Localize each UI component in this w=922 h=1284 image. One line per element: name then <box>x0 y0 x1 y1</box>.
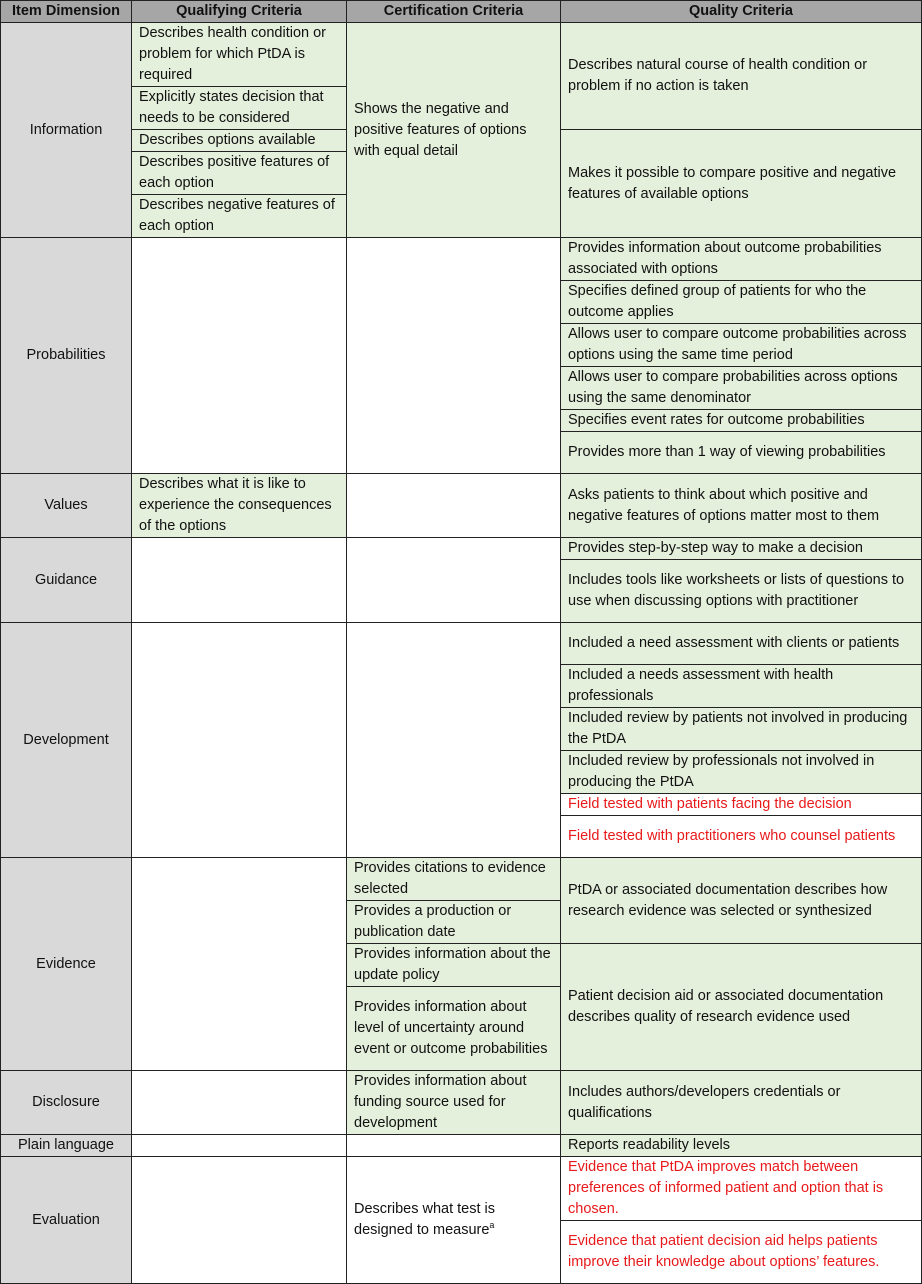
table-row <box>1 623 922 665</box>
dimension-information: Information <box>1 23 132 238</box>
certification-cell <box>347 1157 561 1284</box>
quality-cell: Specifies defined group of patients for who the outcome applies <box>561 281 922 324</box>
table-row <box>1 238 922 281</box>
quality-cell-highlighted: Evidence that patient decision aid helps patients improve their knowledge about options’ features. <box>561 1221 922 1284</box>
quality-cell: Allows user to compare outcome probabilities across options using the same time period <box>561 324 922 367</box>
table-row <box>1 23 922 87</box>
certification-cell: Provides citations to evidence selected <box>347 858 561 901</box>
quality-cell: Included review by patients not involved in producing the PtDA <box>561 708 922 751</box>
certification-cell: Provides a production or publication date <box>347 901 561 944</box>
certification-cell: Provides information about level of uncertainty around event or outcome probabilities <box>347 987 561 1071</box>
quality-cell: Included a needs assessment with health professionals <box>561 665 922 708</box>
qualifying-cell: Describes what it is like to experience the consequences of the options <box>132 474 347 538</box>
header-item-dimension: Item Dimension <box>1 1 132 23</box>
certification-text: Describes what test is designed to measure <box>354 1201 496 1238</box>
dimension-evaluation: Evaluation <box>1 1157 132 1284</box>
empty-cell <box>347 238 561 474</box>
dimension-guidance: Guidance <box>1 538 132 623</box>
empty-cell <box>132 1071 347 1135</box>
dimension-evidence: Evidence <box>1 858 132 1071</box>
empty-cell <box>132 1135 347 1157</box>
certification-cell: Provides information about funding source used for development <box>347 1071 561 1135</box>
quality-cell: Allows user to compare probabilities across options using the same denominator <box>561 367 922 410</box>
header-quality-criteria: Quality Criteria <box>561 1 922 23</box>
qualifying-cell: Explicitly states decision that needs to be considered <box>132 87 347 130</box>
table-row <box>1 858 922 901</box>
quality-cell: Makes it possible to compare positive and negative features of available options <box>561 130 922 238</box>
dimension-probabilities: Probabilities <box>1 238 132 474</box>
quality-cell: Patient decision aid or associated documentation describes quality of research evidence used <box>561 944 922 1071</box>
qualifying-cell: Describes options available <box>132 130 347 152</box>
empty-cell <box>132 623 347 858</box>
empty-cell <box>132 538 347 623</box>
quality-cell: Includes authors/developers credentials or qualifications <box>561 1071 922 1135</box>
table-row <box>1 1135 922 1157</box>
table-row <box>1 1157 922 1221</box>
quality-cell-highlighted: Evidence that PtDA improves match between preferences of informed patient and option that is chosen. <box>561 1157 922 1221</box>
quality-cell: Included review by professionals not involved in producing the PtDA <box>561 751 922 794</box>
quality-cell: Provides information about outcome probabilities associated with options <box>561 238 922 281</box>
quality-cell-highlighted: Field tested with practitioners who counsel patients <box>561 816 922 858</box>
dimension-values: Values <box>1 474 132 538</box>
quality-cell: Reports readability levels <box>561 1135 922 1157</box>
qualifying-cell: Describes health condition or problem for which PtDA is required <box>132 23 347 87</box>
empty-cell <box>347 474 561 538</box>
table-row <box>1 538 922 560</box>
footnote-marker: a <box>489 1220 495 1231</box>
quality-cell: Describes natural course of health condition or problem if no action is taken <box>561 23 922 130</box>
qualifying-cell: Describes positive features of each option <box>132 152 347 195</box>
quality-cell: Asks patients to think about which positive and negative features of options matter most to them <box>561 474 922 538</box>
certification-cell: Provides information about the update policy <box>347 944 561 987</box>
table-row <box>1 474 922 538</box>
empty-cell <box>132 238 347 474</box>
empty-cell <box>347 1135 561 1157</box>
header-certification-criteria: Certification Criteria <box>347 1 561 23</box>
quality-cell: Provides more than 1 way of viewing probabilities <box>561 432 922 474</box>
qualifying-cell: Describes negative features of each option <box>132 195 347 238</box>
empty-cell <box>132 1157 347 1284</box>
empty-cell <box>347 538 561 623</box>
table-row <box>1 1071 922 1135</box>
dimension-disclosure: Disclosure <box>1 1071 132 1135</box>
quality-cell: Provides step-by-step way to make a decision <box>561 538 922 560</box>
quality-cell: PtDA or associated documentation describes how research evidence was selected or synthesized <box>561 858 922 944</box>
dimension-development: Development <box>1 623 132 858</box>
quality-cell-highlighted: Field tested with patients facing the decision <box>561 794 922 816</box>
empty-cell <box>347 623 561 858</box>
header-row <box>1 1 922 23</box>
quality-cell: Included a need assessment with clients or patients <box>561 623 922 665</box>
certification-cell: Shows the negative and positive features of options with equal detail <box>347 23 561 238</box>
empty-cell <box>132 858 347 1071</box>
quality-cell: Specifies event rates for outcome probabilities <box>561 410 922 432</box>
quality-cell: Includes tools like worksheets or lists of questions to use when discussing options with practitioner <box>561 560 922 623</box>
dimension-plain-language: Plain language <box>1 1135 132 1157</box>
header-qualifying-criteria: Qualifying Criteria <box>132 1 347 23</box>
